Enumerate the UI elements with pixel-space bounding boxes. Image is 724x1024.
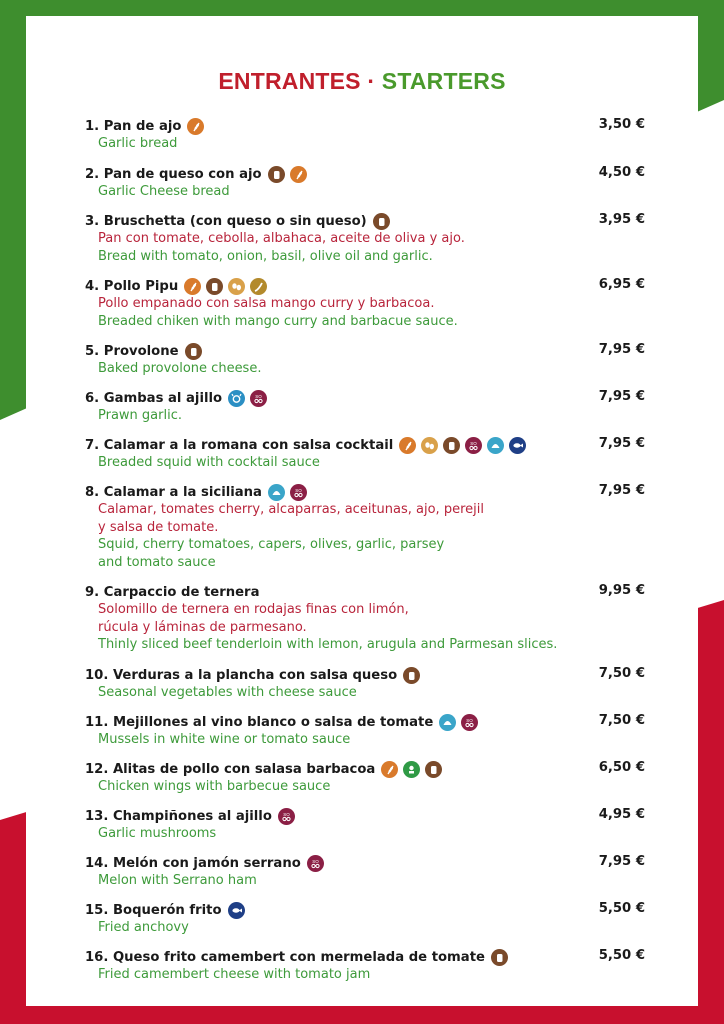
menu-item-header	[85, 277, 645, 295]
svg-text:SO: SO	[466, 717, 474, 723]
menu-item	[85, 901, 645, 937]
dairy-icon	[491, 949, 508, 966]
svg-text:SO: SO	[470, 440, 478, 446]
menu-item-header	[85, 436, 645, 454]
menu-item-price: 7,95 €	[598, 389, 645, 404]
description-english: Bread with tomato, onion, basil, olive oil and garlic.	[98, 248, 433, 264]
description-english: Melon with Serrano ham	[98, 873, 257, 888]
menu-item-name: 6. Gambas al ajillo	[85, 390, 223, 406]
menu-item-name: 2. Pan de queso con ajo	[85, 166, 262, 182]
menu-item-price: 5,50 €	[598, 948, 645, 963]
gluten-icon	[381, 761, 398, 778]
menu-item	[85, 948, 645, 984]
allergen-icons	[228, 390, 267, 407]
menu-item-price: 4,50 €	[598, 165, 645, 180]
menu-item-header	[85, 117, 645, 135]
menu-item-price: 3,95 €	[598, 212, 645, 227]
egg-icon	[228, 278, 245, 295]
gluten-icon	[399, 437, 416, 454]
allergen-icons	[399, 437, 526, 454]
description-english: Garlic mushrooms	[98, 826, 217, 841]
menu-item-header	[85, 389, 645, 407]
menu-item-name: 10. Verduras a la plancha con salsa queso	[85, 667, 398, 683]
menu-item-header	[85, 854, 645, 872]
menu-item-header	[85, 807, 645, 825]
menu-item-header	[85, 165, 645, 183]
menu-item-name: 5. Provolone	[85, 343, 179, 359]
dairy-icon	[425, 761, 442, 778]
title-separator: ·	[360, 68, 382, 94]
description-english: Prawn garlic.	[98, 408, 182, 423]
menu-item	[85, 389, 645, 425]
menu-item	[85, 807, 645, 843]
menu-item	[85, 436, 645, 472]
menu-item-price: 7,50 €	[598, 666, 645, 681]
allergen-icons	[439, 714, 478, 731]
menu-item	[85, 666, 645, 702]
gluten-icon	[290, 166, 307, 183]
menu-item	[85, 277, 645, 330]
allergen-icons	[187, 118, 204, 135]
menu-item-name: 4. Pollo Pipu	[85, 278, 179, 294]
allergen-icons	[403, 667, 420, 684]
menu-item	[85, 165, 645, 201]
menu-item-name: 1. Pan de ajo	[85, 118, 182, 134]
description-english: Seasonal vegetables with cheese sauce	[98, 685, 357, 700]
allergen-icons	[307, 855, 324, 872]
menu-item	[85, 583, 645, 654]
svg-text:SO: SO	[295, 487, 302, 493]
allergen-icons	[373, 213, 390, 230]
menu-item	[85, 713, 645, 749]
menu-item-name: 16. Queso frito camembert con mermelada de tomate	[85, 949, 485, 965]
menu-item-price: 7,95 €	[598, 854, 645, 869]
dairy-icon	[403, 667, 420, 684]
description-english: Fried anchovy	[98, 920, 189, 935]
menu-item-name: 12. Alitas de pollo con salasa barbacoa	[85, 761, 376, 777]
menu-item	[85, 117, 645, 153]
sulphites-icon	[465, 437, 482, 454]
menu-card	[26, 16, 698, 1006]
allergen-icons	[228, 902, 245, 919]
menu-item-header	[85, 760, 645, 778]
menu-item-price: 7,95 €	[598, 436, 645, 451]
mollusc-icon	[487, 437, 504, 454]
mollusc-icon	[268, 484, 285, 501]
allergen-icons	[381, 761, 442, 778]
description-english: Mussels in white wine or tomato sauce	[98, 732, 351, 747]
description-english: Breaded chiken with mango curry and barbacue sauce.	[98, 313, 458, 329]
dairy-icon	[268, 166, 285, 183]
menu-item-header	[85, 713, 645, 731]
menu-item-header	[85, 583, 645, 601]
description-spanish: Solomillo de ternera en rodajas finas con limón,	[98, 602, 409, 617]
description-spanish: Calamar, tomates cherry, alcaparras, aceitunas, ajo, perejil	[98, 502, 484, 517]
menu-item-name: 13. Champiñones al ajillo	[85, 808, 272, 824]
egg-icon	[421, 437, 438, 454]
menu-item-header	[85, 901, 645, 919]
menu-item-price: 5,50 €	[598, 901, 645, 916]
description-english: and tomato sauce	[98, 554, 216, 570]
menu-item-price: 4,95 €	[598, 807, 645, 822]
menu-item-price: 6,50 €	[598, 760, 645, 775]
menu-item	[85, 760, 645, 796]
allergen-icons	[278, 808, 295, 825]
allergen-icons	[268, 166, 307, 183]
mollusc-icon	[439, 714, 456, 731]
celery-icon	[250, 278, 267, 295]
menu-item-name: 8. Calamar a la siciliana	[85, 484, 262, 500]
svg-text:SO: SO	[255, 393, 262, 399]
sulphites-icon	[290, 484, 307, 501]
allergen-icons	[491, 949, 508, 966]
menu-item-header	[85, 483, 645, 501]
description-english: Baked provolone cheese.	[98, 361, 262, 376]
description-spanish: Pan con tomate, cebolla, albahaca, aceite de oliva y ajo.	[98, 231, 465, 246]
gluten-icon	[184, 278, 201, 295]
description-spanish: y salsa de tomate.	[98, 519, 219, 535]
menu-item-header	[85, 212, 645, 230]
section-title	[26, 68, 698, 95]
sulphites-icon	[461, 714, 478, 731]
menu-item-header	[85, 948, 645, 966]
dairy-icon	[185, 343, 202, 360]
sulphites-icon	[250, 390, 267, 407]
dairy-icon	[206, 278, 223, 295]
dairy-icon	[373, 213, 390, 230]
menu-item	[85, 854, 645, 890]
description-english: Thinly sliced beef tenderloin with lemon, arugula and Parmesan slices.	[98, 637, 558, 652]
menu-item-price: 6,95 €	[598, 277, 645, 292]
gluten-icon	[187, 118, 204, 135]
menu-item-price: 7,95 €	[598, 483, 645, 498]
menu-item-name: 9. Carpaccio de ternera	[85, 584, 260, 600]
menu-item-name: 11. Mejillones al vino blanco o salsa de tomate	[85, 714, 434, 730]
menu-item-header	[85, 666, 645, 684]
fish-icon	[228, 902, 245, 919]
sulphites-icon	[307, 855, 324, 872]
menu-item-name: 3. Bruschetta (con queso o sin queso)	[85, 213, 367, 229]
menu-item-price: 7,95 €	[598, 342, 645, 357]
description-spanish: rúcula y láminas de parmesano.	[98, 619, 307, 635]
menu-item	[85, 342, 645, 378]
mustard-icon	[403, 761, 420, 778]
allergen-icons	[184, 278, 267, 295]
menu-item	[85, 483, 645, 571]
sulphites-icon	[278, 808, 295, 825]
menu-item-price: 3,50 €	[598, 117, 645, 132]
dairy-icon	[443, 437, 460, 454]
description-spanish: Pollo empanado con salsa mango curry y barbacoa.	[98, 296, 435, 311]
svg-text:SO: SO	[312, 858, 319, 864]
allergen-icons	[268, 484, 307, 501]
description-english: Garlic Cheese bread	[98, 184, 230, 199]
title-spanish: ENTRANTES	[218, 68, 361, 94]
description-english: Breaded squid with cocktail sauce	[98, 455, 320, 470]
description-english: Squid, cherry tomatoes, capers, olives, garlic, parsey	[98, 537, 445, 552]
svg-text:SO: SO	[283, 811, 290, 817]
description-english: Chicken wings with barbecue sauce	[98, 779, 331, 794]
menu-item-name: 15. Boquerón frito	[85, 902, 222, 918]
crustacean-icon	[228, 390, 245, 407]
menu-item-price: 9,95 €	[598, 583, 645, 598]
allergen-icons	[185, 343, 202, 360]
description-english: Garlic bread	[98, 136, 178, 151]
title-english: STARTERS	[381, 68, 506, 94]
fish-icon	[509, 437, 526, 454]
menu-item-price: 7,50 €	[598, 713, 645, 728]
menu-item-header	[85, 342, 645, 360]
menu-item-name: 7. Calamar a la romana con salsa cocktail	[85, 437, 394, 453]
menu-item	[85, 212, 645, 265]
description-english: Fried camembert cheese with tomato jam	[98, 967, 371, 982]
menu-item-name: 14. Melón con jamón serrano	[85, 855, 301, 871]
